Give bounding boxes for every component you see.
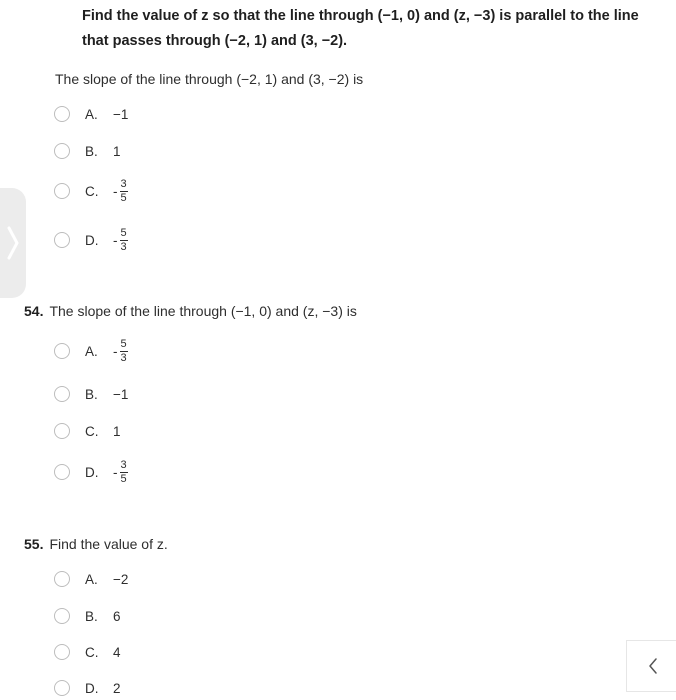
- q53-option-c[interactable]: [54, 179, 128, 203]
- option-value: 1: [113, 423, 121, 439]
- q55-option-c[interactable]: [54, 640, 121, 664]
- denominator: 3: [120, 352, 127, 364]
- option-value: 2: [113, 680, 121, 696]
- chevron-left-icon: [646, 656, 660, 676]
- q54-option-a[interactable]: [54, 339, 128, 363]
- fraction: [120, 338, 128, 364]
- option-value: −2: [113, 571, 129, 587]
- option-value-fraction: [113, 338, 128, 364]
- option-value: 6: [113, 608, 121, 624]
- radio-button[interactable]: [54, 423, 70, 439]
- back-button[interactable]: [626, 640, 676, 692]
- option-value: −1: [113, 106, 129, 122]
- problem-line-1: Find the value of z so that the line through (−1, 0) and (z, −3) is parallel to the line: [82, 8, 639, 24]
- chevron-right-icon: [6, 225, 20, 261]
- problem-statement: [82, 4, 662, 54]
- question-54-text: 54. The slope of the line through (−1, 0) and (z, −3) is: [24, 303, 357, 319]
- question-number: 54.: [24, 303, 44, 319]
- radio-button[interactable]: [54, 608, 70, 624]
- option-value: −1: [113, 386, 129, 402]
- option-value-fraction: [113, 178, 128, 204]
- question-55-text: 55. Find the value of z.: [24, 536, 168, 552]
- denominator: 5: [120, 192, 127, 204]
- option-letter: B.: [85, 386, 98, 402]
- negative-sign: -: [113, 464, 118, 480]
- fraction: [120, 227, 128, 253]
- option-value-fraction: [113, 459, 128, 485]
- q55-option-a[interactable]: [54, 567, 128, 591]
- side-panel-toggle[interactable]: [0, 188, 26, 298]
- option-value: 4: [113, 644, 121, 660]
- option-value-fraction: [113, 227, 128, 253]
- numerator: 3: [120, 178, 127, 190]
- q53-option-a[interactable]: [54, 102, 128, 126]
- option-letter: D.: [85, 464, 99, 480]
- negative-sign: -: [113, 232, 118, 248]
- option-letter: D.: [85, 232, 99, 248]
- radio-button[interactable]: [54, 680, 70, 696]
- question-number: 55.: [24, 536, 44, 552]
- numerator: 5: [120, 227, 127, 239]
- problem-line-2: that passes through (−2, 1) and (3, −2).: [82, 33, 348, 49]
- option-letter: A.: [85, 106, 98, 122]
- q54-option-d[interactable]: [54, 460, 128, 484]
- option-letter: B.: [85, 608, 98, 624]
- denominator: 5: [120, 473, 127, 485]
- q54-option-c[interactable]: [54, 419, 121, 443]
- option-letter: C.: [85, 183, 99, 199]
- denominator: 3: [120, 241, 127, 253]
- radio-button[interactable]: [54, 143, 70, 159]
- negative-sign: -: [113, 183, 118, 199]
- radio-button[interactable]: [54, 232, 70, 248]
- radio-button[interactable]: [54, 571, 70, 587]
- q55-option-d[interactable]: [54, 676, 121, 700]
- radio-button[interactable]: [54, 644, 70, 660]
- radio-button[interactable]: [54, 183, 70, 199]
- radio-button[interactable]: [54, 464, 70, 480]
- fraction: [120, 459, 128, 485]
- q54-option-b[interactable]: [54, 382, 128, 406]
- question-53-text: The slope of the line through (−2, 1) and (3, −2) is: [55, 71, 364, 87]
- option-letter: B.: [85, 143, 98, 159]
- q53-option-d[interactable]: [54, 228, 128, 252]
- q55-option-b[interactable]: [54, 604, 121, 628]
- option-value: 1: [113, 143, 121, 159]
- numerator: 5: [120, 338, 127, 350]
- radio-button[interactable]: [54, 106, 70, 122]
- option-letter: C.: [85, 644, 99, 660]
- option-letter: C.: [85, 423, 99, 439]
- fraction: [120, 178, 128, 204]
- option-letter: A.: [85, 571, 98, 587]
- radio-button[interactable]: [54, 343, 70, 359]
- q53-option-b[interactable]: [54, 139, 121, 163]
- numerator: 3: [120, 459, 127, 471]
- negative-sign: -: [113, 343, 118, 359]
- option-letter: D.: [85, 680, 99, 696]
- option-letter: A.: [85, 343, 98, 359]
- radio-button[interactable]: [54, 386, 70, 402]
